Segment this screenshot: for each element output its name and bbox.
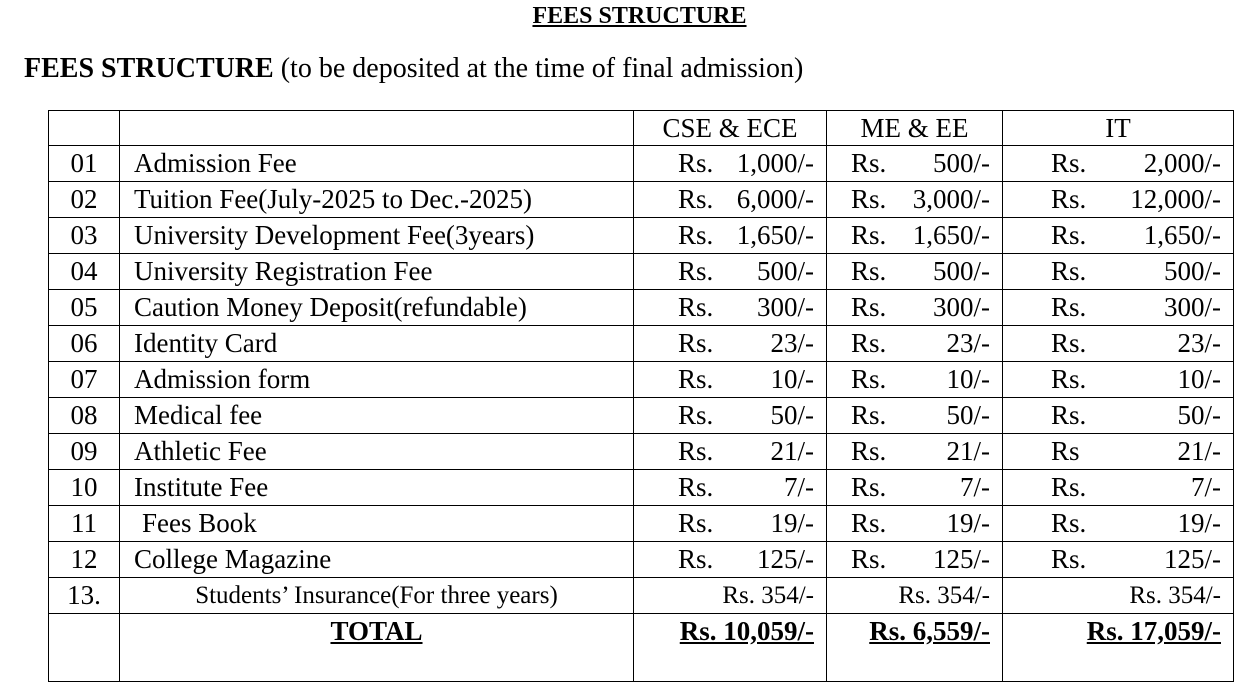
amount-value: 19/- [1177, 508, 1221, 538]
fee-amount [1003, 218, 1233, 253]
caption-bold: FEES STRUCTURE [24, 53, 274, 84]
fee-me-cell [827, 398, 1003, 434]
currency-label: Rs. [1051, 544, 1087, 574]
fee-description: Athletic Fee [120, 434, 634, 470]
fee-me-cell [827, 218, 1003, 254]
currency-label: Rs. [1051, 328, 1087, 358]
row-number: 05 [49, 290, 120, 326]
header-it: IT [1003, 111, 1234, 146]
amount-value: 1,650/- [736, 220, 814, 250]
currency-label: Rs. [851, 184, 887, 214]
fee-me-cell [827, 362, 1003, 398]
amount-value: 50/- [1177, 400, 1221, 430]
fee-amount [634, 326, 826, 361]
amount-value: 125/- [757, 544, 814, 574]
amount-value: 3,000/- [912, 184, 990, 214]
table-row [49, 362, 1234, 398]
row-number: 13. [49, 578, 120, 614]
fee-amount [1003, 362, 1233, 397]
currency-label: Rs. [1051, 256, 1087, 286]
currency-label: Rs. [1051, 400, 1087, 430]
fee-me-cell [827, 434, 1003, 470]
currency-label: Rs. [1051, 472, 1087, 502]
row-number: 08 [49, 398, 120, 434]
fee-amount [1003, 290, 1233, 325]
fee-amount [827, 398, 1002, 433]
amount-value: 12,000/- [1130, 184, 1221, 214]
amount-value: 19/- [770, 508, 814, 538]
fee-cse-cell [634, 434, 827, 470]
fee-description: University Registration Fee [120, 254, 634, 290]
amount-value: 1,650/- [1143, 220, 1221, 250]
fee-it-cell [1003, 326, 1234, 362]
fee-cse-cell [634, 506, 827, 542]
amount-value: 10/- [770, 364, 814, 394]
table-row-insurance [49, 578, 1234, 614]
amount-value: 21/- [770, 436, 814, 466]
amount-value: 23/- [770, 328, 814, 358]
fee-amount [1003, 470, 1233, 505]
currency-label: Rs. [678, 328, 714, 358]
fee-amount [1003, 542, 1233, 577]
amount-value: 23/- [946, 328, 990, 358]
fee-amount [1003, 182, 1233, 217]
amount-value: 300/- [933, 292, 990, 322]
fee-amount [827, 182, 1002, 217]
fee-amount [634, 434, 826, 469]
currency-label: Rs. [1051, 292, 1087, 322]
currency-label: Rs. [678, 184, 714, 214]
fee-amount [634, 254, 826, 289]
fee-amount [634, 182, 826, 217]
fee-amount [634, 470, 826, 505]
fee-amount [1003, 434, 1233, 469]
currency-label: Rs. [851, 328, 887, 358]
fee-cse-cell [634, 542, 827, 578]
fee-description: Medical fee [120, 398, 634, 434]
amount-value: 300/- [1164, 292, 1221, 322]
fee-it-cell [1003, 362, 1234, 398]
currency-label: Rs. [1051, 184, 1087, 214]
currency-label: Rs. [678, 508, 714, 538]
header-blank-desc [120, 111, 634, 146]
amount-value: 6,000/- [736, 184, 814, 214]
row-number: 10 [49, 470, 120, 506]
amount-value: 500/- [933, 256, 990, 286]
table-row [49, 218, 1234, 254]
amount-value: 125/- [933, 544, 990, 574]
amount-value: 500/- [1164, 256, 1221, 286]
total-me: Rs. 6,559/- [827, 614, 1003, 682]
currency-label: Rs. [678, 544, 714, 574]
currency-label: Rs. [851, 148, 887, 178]
fee-cse-cell [634, 326, 827, 362]
currency-label: Rs [1051, 436, 1080, 466]
fee-it-cell [1003, 254, 1234, 290]
fee-cse-cell [634, 398, 827, 434]
fee-me-cell [827, 470, 1003, 506]
row-number: 02 [49, 182, 120, 218]
amount-value: 1,000/- [736, 148, 814, 178]
fee-amount [1003, 506, 1233, 541]
fee-description: Students’ Insurance(For three years) [120, 578, 634, 614]
table-row [49, 182, 1234, 218]
fee-it-cell [1003, 146, 1234, 182]
amount-value: 500/- [757, 256, 814, 286]
fee-cse-cell [634, 362, 827, 398]
currency-label: Rs. [678, 256, 714, 286]
currency-label: Rs. [851, 436, 887, 466]
fee-amount [1003, 326, 1233, 361]
amount-value: 1,650/- [912, 220, 990, 250]
currency-label: Rs. [851, 292, 887, 322]
fee-amount [1003, 254, 1233, 289]
amount-value: 7/- [784, 472, 814, 502]
fee-amount [827, 362, 1002, 397]
currency-label: Rs. [1051, 148, 1087, 178]
insurance-it-cell: Rs. 354/- [1003, 578, 1234, 614]
header-blank-no [49, 111, 120, 146]
amount-value: 21/- [946, 436, 990, 466]
total-label: TOTAL [120, 614, 634, 682]
fee-me-cell [827, 542, 1003, 578]
fee-description: University Development Fee(3years) [120, 218, 634, 254]
row-number: 07 [49, 362, 120, 398]
currency-label: Rs. [851, 220, 887, 250]
fee-it-cell [1003, 290, 1234, 326]
fee-description: Admission Fee [120, 146, 634, 182]
table-row [49, 146, 1234, 182]
fee-me-cell [827, 254, 1003, 290]
fee-amount [827, 470, 1002, 505]
table-row [49, 398, 1234, 434]
amount-value: 23/- [1177, 328, 1221, 358]
table-row [49, 470, 1234, 506]
currency-label: Rs. [1051, 220, 1087, 250]
amount-value: 2,000/- [1143, 148, 1221, 178]
fee-cse-cell [634, 470, 827, 506]
fee-amount [1003, 398, 1233, 433]
insurance-cse-cell: Rs. 354/- [634, 578, 827, 614]
fee-it-cell [1003, 506, 1234, 542]
fee-amount [634, 506, 826, 541]
currency-label: Rs. [1051, 364, 1087, 394]
currency-label: Rs. [678, 436, 714, 466]
fee-amount [634, 362, 826, 397]
fee-amount [634, 290, 826, 325]
fee-amount [634, 542, 826, 577]
fee-cse-cell [634, 290, 827, 326]
caption-note: (to be deposited at the time of final admission) [273, 53, 804, 84]
fee-cse-cell [634, 182, 827, 218]
currency-label: Rs. [851, 472, 887, 502]
fee-amount [827, 254, 1002, 289]
fee-cse-cell [634, 218, 827, 254]
row-number: 12 [49, 542, 120, 578]
fee-it-cell [1003, 218, 1234, 254]
table-row [49, 434, 1234, 470]
table-row [49, 326, 1234, 362]
total-it: Rs. 17,059/- [1003, 614, 1234, 682]
fee-me-cell [827, 290, 1003, 326]
row-number: 09 [49, 434, 120, 470]
currency-label: Rs. [678, 400, 714, 430]
header-cse-ece: CSE & ECE [634, 111, 827, 146]
table-row [49, 506, 1234, 542]
fee-amount [827, 326, 1002, 361]
fee-it-cell [1003, 542, 1234, 578]
page-title: FEES STRUCTURE [532, 3, 747, 29]
amount-value: 300/- [757, 292, 814, 322]
amount-value: 21/- [1177, 436, 1221, 466]
amount-value: 7/- [1191, 472, 1221, 502]
currency-label: Rs. [851, 400, 887, 430]
fee-me-cell [827, 182, 1003, 218]
row-number: 03 [49, 218, 120, 254]
amount-value: 50/- [770, 400, 814, 430]
total-cse: Rs. 10,059/- [634, 614, 827, 682]
fee-amount [827, 218, 1002, 253]
amount-value: 500/- [933, 148, 990, 178]
fee-amount [827, 434, 1002, 469]
amount-value: 10/- [1177, 364, 1221, 394]
row-number: 01 [49, 146, 120, 182]
fee-amount [827, 146, 1002, 181]
row-number: 04 [49, 254, 120, 290]
total-blank [49, 614, 120, 682]
currency-label: Rs. [678, 220, 714, 250]
table-header-row [49, 111, 1234, 146]
amount-value: 50/- [946, 400, 990, 430]
fee-me-cell [827, 146, 1003, 182]
fee-cse-cell [634, 254, 827, 290]
fee-it-cell [1003, 470, 1234, 506]
currency-label: Rs. [678, 472, 714, 502]
currency-label: Rs. [851, 364, 887, 394]
fee-description: Identity Card [120, 326, 634, 362]
currency-label: Rs. [851, 508, 887, 538]
fee-description: College Magazine [120, 542, 634, 578]
currency-label: Rs. [678, 148, 714, 178]
fee-description: Caution Money Deposit(refundable) [120, 290, 634, 326]
fee-amount [634, 218, 826, 253]
amount-value: 19/- [946, 508, 990, 538]
table-row [49, 542, 1234, 578]
currency-label: Rs. [678, 364, 714, 394]
fee-it-cell [1003, 434, 1234, 470]
fee-description: Fees Book [120, 506, 634, 542]
fee-it-cell [1003, 182, 1234, 218]
table-row [49, 290, 1234, 326]
fee-amount [827, 290, 1002, 325]
fee-amount [1003, 146, 1233, 181]
table-row [49, 254, 1234, 290]
fee-description: Admission form [120, 362, 634, 398]
currency-label: Rs. [851, 544, 887, 574]
row-number: 06 [49, 326, 120, 362]
header-me-ee: ME & EE [827, 111, 1003, 146]
currency-label: Rs. [1051, 508, 1087, 538]
currency-label: Rs. [678, 292, 714, 322]
table-row-total [49, 614, 1234, 682]
amount-value: 7/- [960, 472, 990, 502]
amount-value: 125/- [1164, 544, 1221, 574]
fee-amount [827, 506, 1002, 541]
fee-amount [634, 398, 826, 433]
fee-me-cell [827, 506, 1003, 542]
table-caption [24, 52, 803, 86]
fee-it-cell [1003, 398, 1234, 434]
fee-amount [827, 542, 1002, 577]
fee-amount [634, 146, 826, 181]
insurance-me-cell: Rs. 354/- [827, 578, 1003, 614]
row-number: 11 [49, 506, 120, 542]
fee-description: Tuition Fee(July-2025 to Dec.-2025) [120, 182, 634, 218]
fee-me-cell [827, 326, 1003, 362]
currency-label: Rs. [851, 256, 887, 286]
fees-table [48, 110, 1234, 682]
fee-description: Institute Fee [120, 470, 634, 506]
fee-cse-cell [634, 146, 827, 182]
amount-value: 10/- [946, 364, 990, 394]
